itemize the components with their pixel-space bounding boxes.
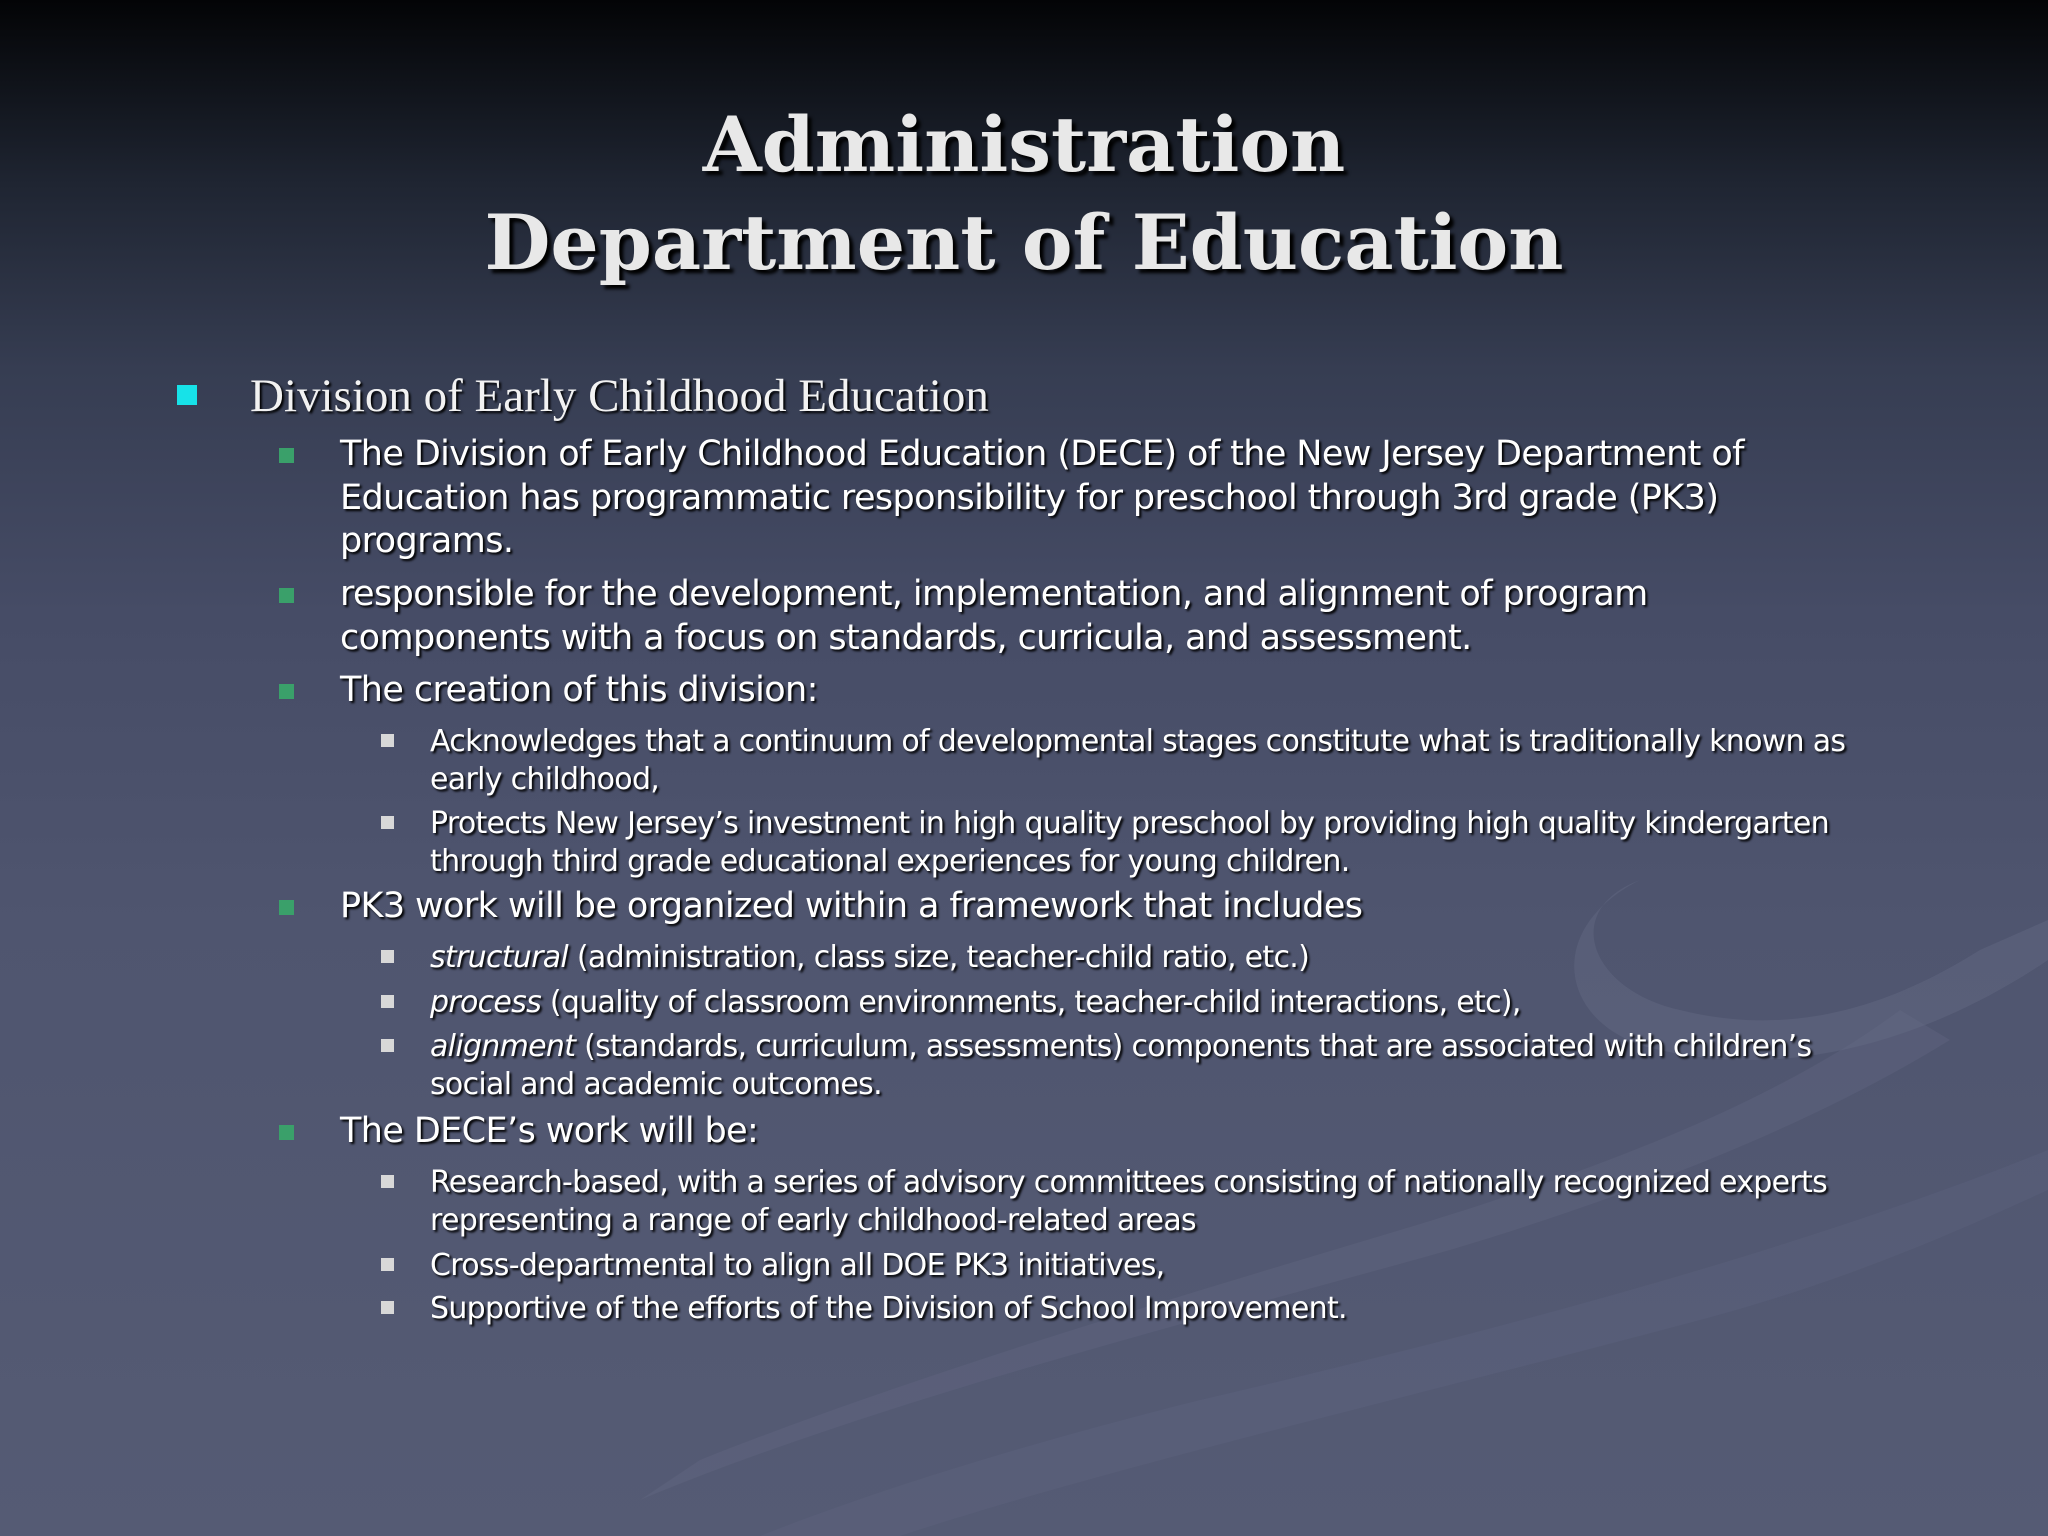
level3-bullet-icon (381, 816, 394, 829)
structural-description: (administration, class size, teacher-child ratio, etc.) (568, 940, 1310, 975)
level3-bullet-icon (381, 1039, 394, 1052)
term-structural: structural (430, 940, 569, 975)
bullet-dece-work: The DECE’s work will be: (340, 1111, 759, 1151)
bullet-dece-responsibility: The Division of Early Childhood Education (DECE) of the New Jersey Department of Education has programmatic responsibility for preschool through 3rd grade (PK3) programs. (340, 434, 1744, 561)
level3-bullet-icon (381, 1301, 394, 1314)
subbullet-research-based: Research-based, with a series of advisory committees consisting of nationally recognized experts representing a range of early childhood-related areas (430, 1165, 1828, 1238)
level3-bullet-icon (381, 734, 394, 747)
level2-bullet-icon (279, 900, 294, 915)
subbullet-alignment (430, 1028, 1880, 1103)
level3-bullet-icon (381, 1258, 394, 1271)
term-alignment: alignment (430, 1029, 576, 1064)
bullet-creation: The creation of this division: (340, 670, 818, 710)
title-line-2: Department of Education (484, 198, 1564, 287)
bullet-framework: PK3 work will be organized within a framework that includes (340, 886, 1363, 926)
alignment-description: (standards, curriculum, assessments) components that are associated with children’s social and academic outcomes. (430, 1029, 1812, 1102)
level1-bullet-icon (177, 385, 197, 405)
level2-bullet-icon (279, 684, 294, 699)
subbullet-acknowledges: Acknowledges that a continuum of developmental stages constitute what is traditionally known as early childhood, (430, 724, 1846, 797)
subbullet-process (430, 984, 1880, 1022)
level2-bullet-icon (279, 1125, 294, 1140)
subbullet-protects: Protects New Jersey’s investment in high quality preschool by providing high quality kindergarten through third grade educational experiences for young children. (430, 806, 1829, 879)
level2-bullet-icon (279, 448, 294, 463)
subbullet-supportive: Supportive of the efforts of the Division of School Improvement. (430, 1291, 1347, 1326)
title-line-1: Administration (702, 100, 1346, 189)
main-bullet-text: Division of Early Childhood Education (250, 370, 989, 422)
level2-bullet-icon (279, 588, 294, 603)
bullet-development: responsible for the development, implementation, and alignment of program components with a focus on standards, curricula, and assessment. (340, 574, 1648, 658)
level3-bullet-icon (381, 950, 394, 963)
level3-bullet-icon (381, 1175, 394, 1188)
subbullet-cross-departmental: Cross-departmental to align all DOE PK3 initiatives, (430, 1248, 1165, 1283)
term-process: process (430, 985, 542, 1020)
process-description: (quality of classroom environments, teacher-child interactions, etc), (541, 985, 1521, 1020)
subbullet-structural (430, 939, 1880, 977)
level3-bullet-icon (381, 995, 394, 1008)
